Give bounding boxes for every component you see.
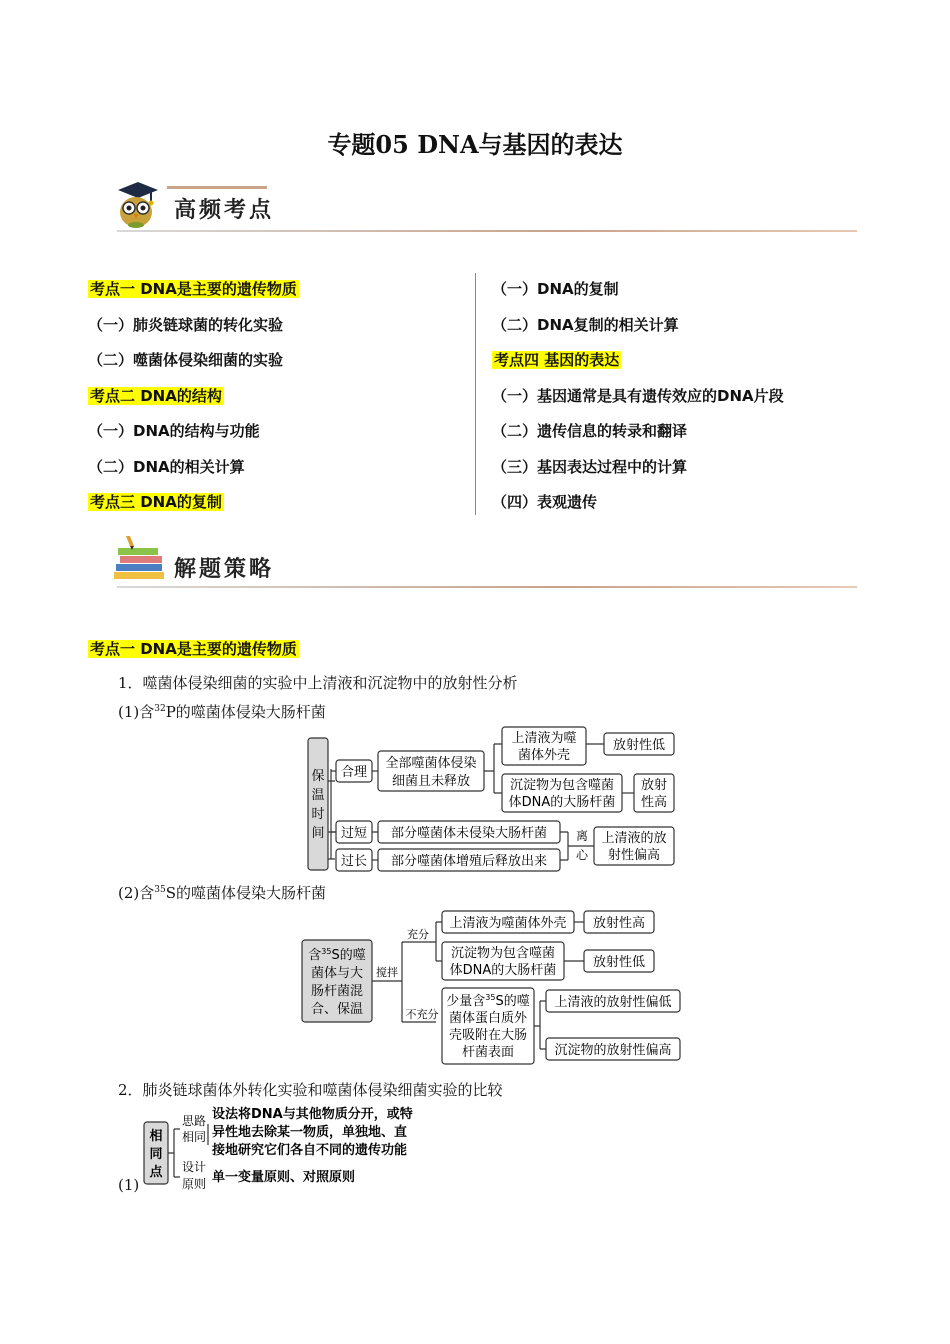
banner-high-frequency	[112, 178, 857, 238]
d3-root-char: 同	[149, 1147, 163, 1162]
d1-sup-high-1: 上清液的放	[601, 831, 667, 846]
d3-idea-1: 思路	[182, 1114, 207, 1128]
d1-all-infect-2: 细菌且未释放	[391, 774, 471, 789]
d2-sed-bact-1: 沉淀物为包含噬菌	[450, 946, 556, 961]
toc-item	[492, 279, 784, 315]
toc-item	[88, 457, 299, 493]
d1-guochang: 过长	[340, 854, 368, 869]
diagram-35s	[298, 904, 688, 1070]
toc-divider	[475, 273, 476, 515]
d1-high-1: 放射	[640, 778, 668, 793]
toc-item	[492, 386, 784, 422]
toc-item	[492, 421, 784, 457]
toc-item	[492, 350, 784, 386]
section-heading	[88, 639, 299, 659]
toc-item-label: （一）DNA的复制	[492, 280, 619, 298]
toc-item	[492, 492, 784, 528]
d1-sup-high-2: 射性偏高	[607, 848, 661, 863]
toc-item	[492, 457, 784, 493]
sub-2-sup: 35	[154, 885, 166, 895]
d1-root-char: 时	[311, 807, 325, 822]
d1-root-char: 温	[311, 788, 325, 803]
d1-sup-coat-1: 上清液为噬	[511, 731, 577, 746]
page-title: 专题05 DNA与基因的表达	[327, 130, 623, 159]
d1-heli: 合理	[340, 765, 368, 780]
banner-underline	[117, 586, 857, 588]
banner-title-high-frequency: 高频考点	[174, 197, 275, 223]
toc-item-label: （三）基因表达过程中的计算	[492, 457, 688, 476]
d2-few-line3: 壳吸附在大肠	[448, 1028, 528, 1043]
d1-sup-coat-2: 菌体外壳	[517, 748, 571, 763]
d3-root-char: 相	[149, 1129, 163, 1144]
d3-design-2: 原则	[182, 1177, 207, 1191]
d1-high-2: 性高	[640, 795, 668, 810]
toc-item-label: （一）DNA的结构与功能	[88, 422, 260, 440]
d1-root-char: 间	[311, 826, 325, 841]
banner-underline	[117, 230, 857, 232]
d2-stir: 搅拌	[376, 966, 398, 979]
d1-centrifuge-1: 离	[575, 829, 589, 843]
toc-item-label: 考点一 DNA是主要的遗传物质	[90, 280, 297, 298]
d3-idea-2: 相同	[182, 1130, 207, 1144]
d2-not-enough: 不充分	[405, 1008, 439, 1021]
owl-graduate-icon	[112, 178, 164, 230]
d2-sup-coat: 上清液为噬菌体外壳	[449, 916, 567, 931]
d1-root-box	[308, 738, 328, 870]
sub-1-sup: 32	[154, 704, 166, 714]
toc-item	[88, 386, 299, 422]
d2-high: 放射性高	[592, 916, 646, 931]
d1-sed-bact-1: 沉淀物为包含噬菌	[509, 778, 615, 793]
d2-root-line3: 肠杆菌混	[310, 984, 364, 999]
d2-few-line2: 菌体蛋白质外	[448, 1011, 528, 1026]
d1-low: 放射性低	[612, 738, 666, 753]
toc-item-label: （二）DNA的相关计算	[88, 457, 245, 476]
books-pencil-icon	[112, 534, 172, 584]
toc-item	[88, 421, 299, 457]
toc-item-label: 考点三 DNA的复制	[90, 493, 222, 511]
toc-left	[88, 279, 299, 528]
item-1-text: 1．噬菌体侵染细菌的实验中上清液和沉淀物中的放射性分析	[118, 674, 518, 692]
sub-2-text	[118, 882, 326, 903]
sub-1-text	[118, 701, 326, 722]
toc-item-label: 考点四 基因的表达	[494, 351, 620, 369]
banner-title-strategy: 解题策略	[174, 556, 275, 582]
sub-1-prefix: (1)含	[118, 703, 155, 721]
d3-idea-text-1: 设法将DNA与其他物质分开，或特	[212, 1107, 413, 1122]
sub-2-suffix: S的噬菌体侵染大肠杆菌	[165, 884, 326, 902]
toc-item	[88, 350, 299, 386]
banner-strategy	[112, 530, 857, 595]
toc-item-label: （二）遗传信息的转录和翻译	[492, 422, 688, 440]
d1-centrifuge-2: 心	[575, 848, 589, 862]
toc-item-label: （二）噬菌体侵染细菌的实验	[88, 351, 284, 369]
d2-few-line4: 杆菌表面	[461, 1045, 515, 1060]
toc-right	[492, 279, 784, 528]
toc-item	[88, 315, 299, 351]
d2-sed-bact-2: 体DNA的大肠杆菌	[449, 963, 557, 978]
d2-root-line4: 合、保温	[310, 1002, 364, 1017]
d1-sed-bact-2: 体DNA的大肠杆菌	[508, 795, 616, 810]
diagram-32p	[300, 722, 690, 878]
d2-sed-high: 沉淀物的放射性偏高	[554, 1043, 672, 1058]
d2-root-line1: 含$^{35}$S的噬	[308, 947, 366, 963]
d2-sup-high: 上清液的放射性偏低	[554, 995, 672, 1010]
d1-not-infect: 部分噬菌体未侵染大肠杆菌	[390, 826, 548, 841]
toc-item-label: （二）DNA复制的相关计算	[492, 315, 679, 334]
toc-item	[88, 279, 299, 315]
d3-idea-text-2: 异性地去除某一物质，单独地、直	[212, 1125, 408, 1140]
d1-root-char: 保	[311, 769, 325, 784]
d1-all-infect-1: 全部噬菌体侵染	[385, 756, 477, 771]
section-heading-label: 考点一 DNA是主要的遗传物质	[90, 640, 297, 658]
d1-release: 部分噬菌体增殖后释放出来	[390, 854, 548, 869]
diagram-common-points	[140, 1100, 460, 1195]
toc-item-label: （一）肺炎链球菌的转化实验	[88, 315, 284, 334]
d3-idea-text-3: 接地研究它们各自不同的遗传功能	[212, 1143, 408, 1158]
toc-item-label: 考点二 DNA的结构	[90, 386, 222, 405]
toc-item-label: （一）基因通常是具有遗传效应的DNA片段	[492, 386, 784, 405]
d2-enough: 充分	[407, 928, 429, 941]
toc-item-label: （四）表观遗传	[492, 493, 598, 511]
d1-guoduan: 过短	[340, 826, 368, 841]
sub-2-prefix: (2)含	[118, 884, 155, 902]
d2-low: 放射性低	[592, 955, 646, 970]
item-2-text: 2．肺炎链球菌体外转化实验和噬菌体侵染细菌实验的比较	[118, 1081, 503, 1099]
sub-1-suffix: P的噬菌体侵染大肠杆菌	[165, 703, 326, 721]
sub-3-label: (1)	[118, 1176, 140, 1194]
toc-item	[88, 492, 299, 528]
d3-design-1: 设计	[182, 1160, 207, 1174]
d3-root-char: 点	[149, 1165, 163, 1180]
toc-item	[492, 315, 784, 351]
d2-root-line2: 菌体与大	[310, 966, 364, 981]
d3-design-text: 单一变量原则、对照原则	[212, 1170, 356, 1185]
d2-few-line1: 少量含$^{35}$S的噬	[446, 993, 530, 1009]
